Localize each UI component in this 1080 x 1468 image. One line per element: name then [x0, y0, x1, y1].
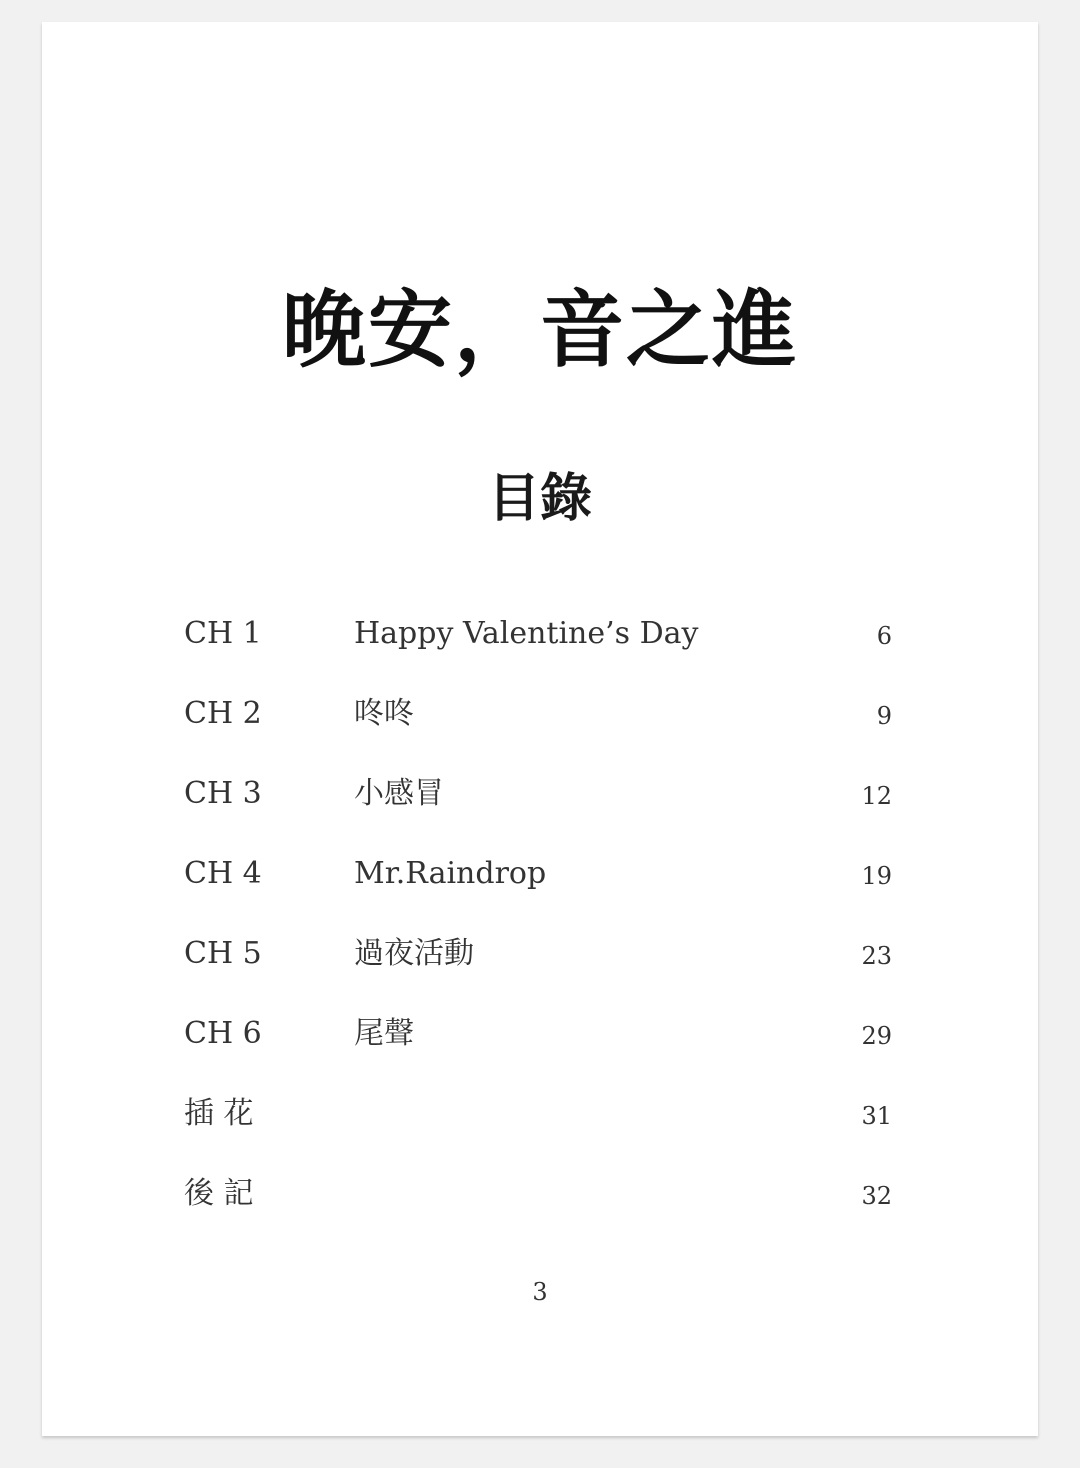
- toc-page-number: 19: [861, 862, 892, 890]
- table-of-contents: [42, 612, 1038, 1252]
- toc-entry-ch3[interactable]: [42, 772, 1038, 852]
- toc-heading: 目錄: [487, 468, 592, 529]
- toc-chapter-title: Happy Valentine’s Day: [354, 616, 699, 651]
- toc-page-number: 29: [861, 1022, 892, 1050]
- toc-page-number: 31: [861, 1102, 892, 1130]
- toc-chapter-title: 咚咚: [354, 696, 414, 731]
- book-title: 晚安，音之進: [281, 280, 798, 379]
- toc-chapter-title: 過夜活動: [354, 936, 474, 971]
- toc-entry-afterword[interactable]: [42, 1172, 1038, 1252]
- toc-chapter-label: CH 2: [184, 696, 262, 731]
- toc-chapter-label: CH 5: [184, 936, 262, 971]
- toc-chapter-title: Mr.Raindrop: [354, 856, 547, 891]
- toc-chapter-label: CH 4: [184, 856, 262, 891]
- toc-entry-ch2[interactable]: [42, 692, 1038, 772]
- toc-page-number: 23: [861, 942, 892, 970]
- toc-chapter-label: CH 6: [184, 1016, 262, 1051]
- toc-chapter-title: 尾聲: [354, 1016, 414, 1051]
- toc-chapter-label: CH 1: [184, 616, 262, 651]
- toc-page-number: 12: [861, 782, 892, 810]
- toc-chapter-title: 小感冒: [354, 776, 444, 811]
- toc-entry-ch5[interactable]: [42, 932, 1038, 1012]
- toc-entry-illustration[interactable]: [42, 1092, 1038, 1172]
- document-page: [42, 22, 1038, 1436]
- toc-entry-ch4[interactable]: [42, 852, 1038, 932]
- page-number: 3: [532, 1278, 548, 1306]
- toc-page-number: 32: [861, 1182, 892, 1210]
- toc-page-number: 6: [876, 622, 892, 650]
- toc-chapter-label: 插 花: [184, 1096, 254, 1131]
- toc-entry-ch1[interactable]: [42, 612, 1038, 692]
- toc-chapter-label: CH 3: [184, 776, 262, 811]
- toc-chapter-label: 後 記: [184, 1176, 254, 1211]
- toc-page-number: 9: [876, 702, 892, 730]
- toc-entry-ch6[interactable]: [42, 1012, 1038, 1092]
